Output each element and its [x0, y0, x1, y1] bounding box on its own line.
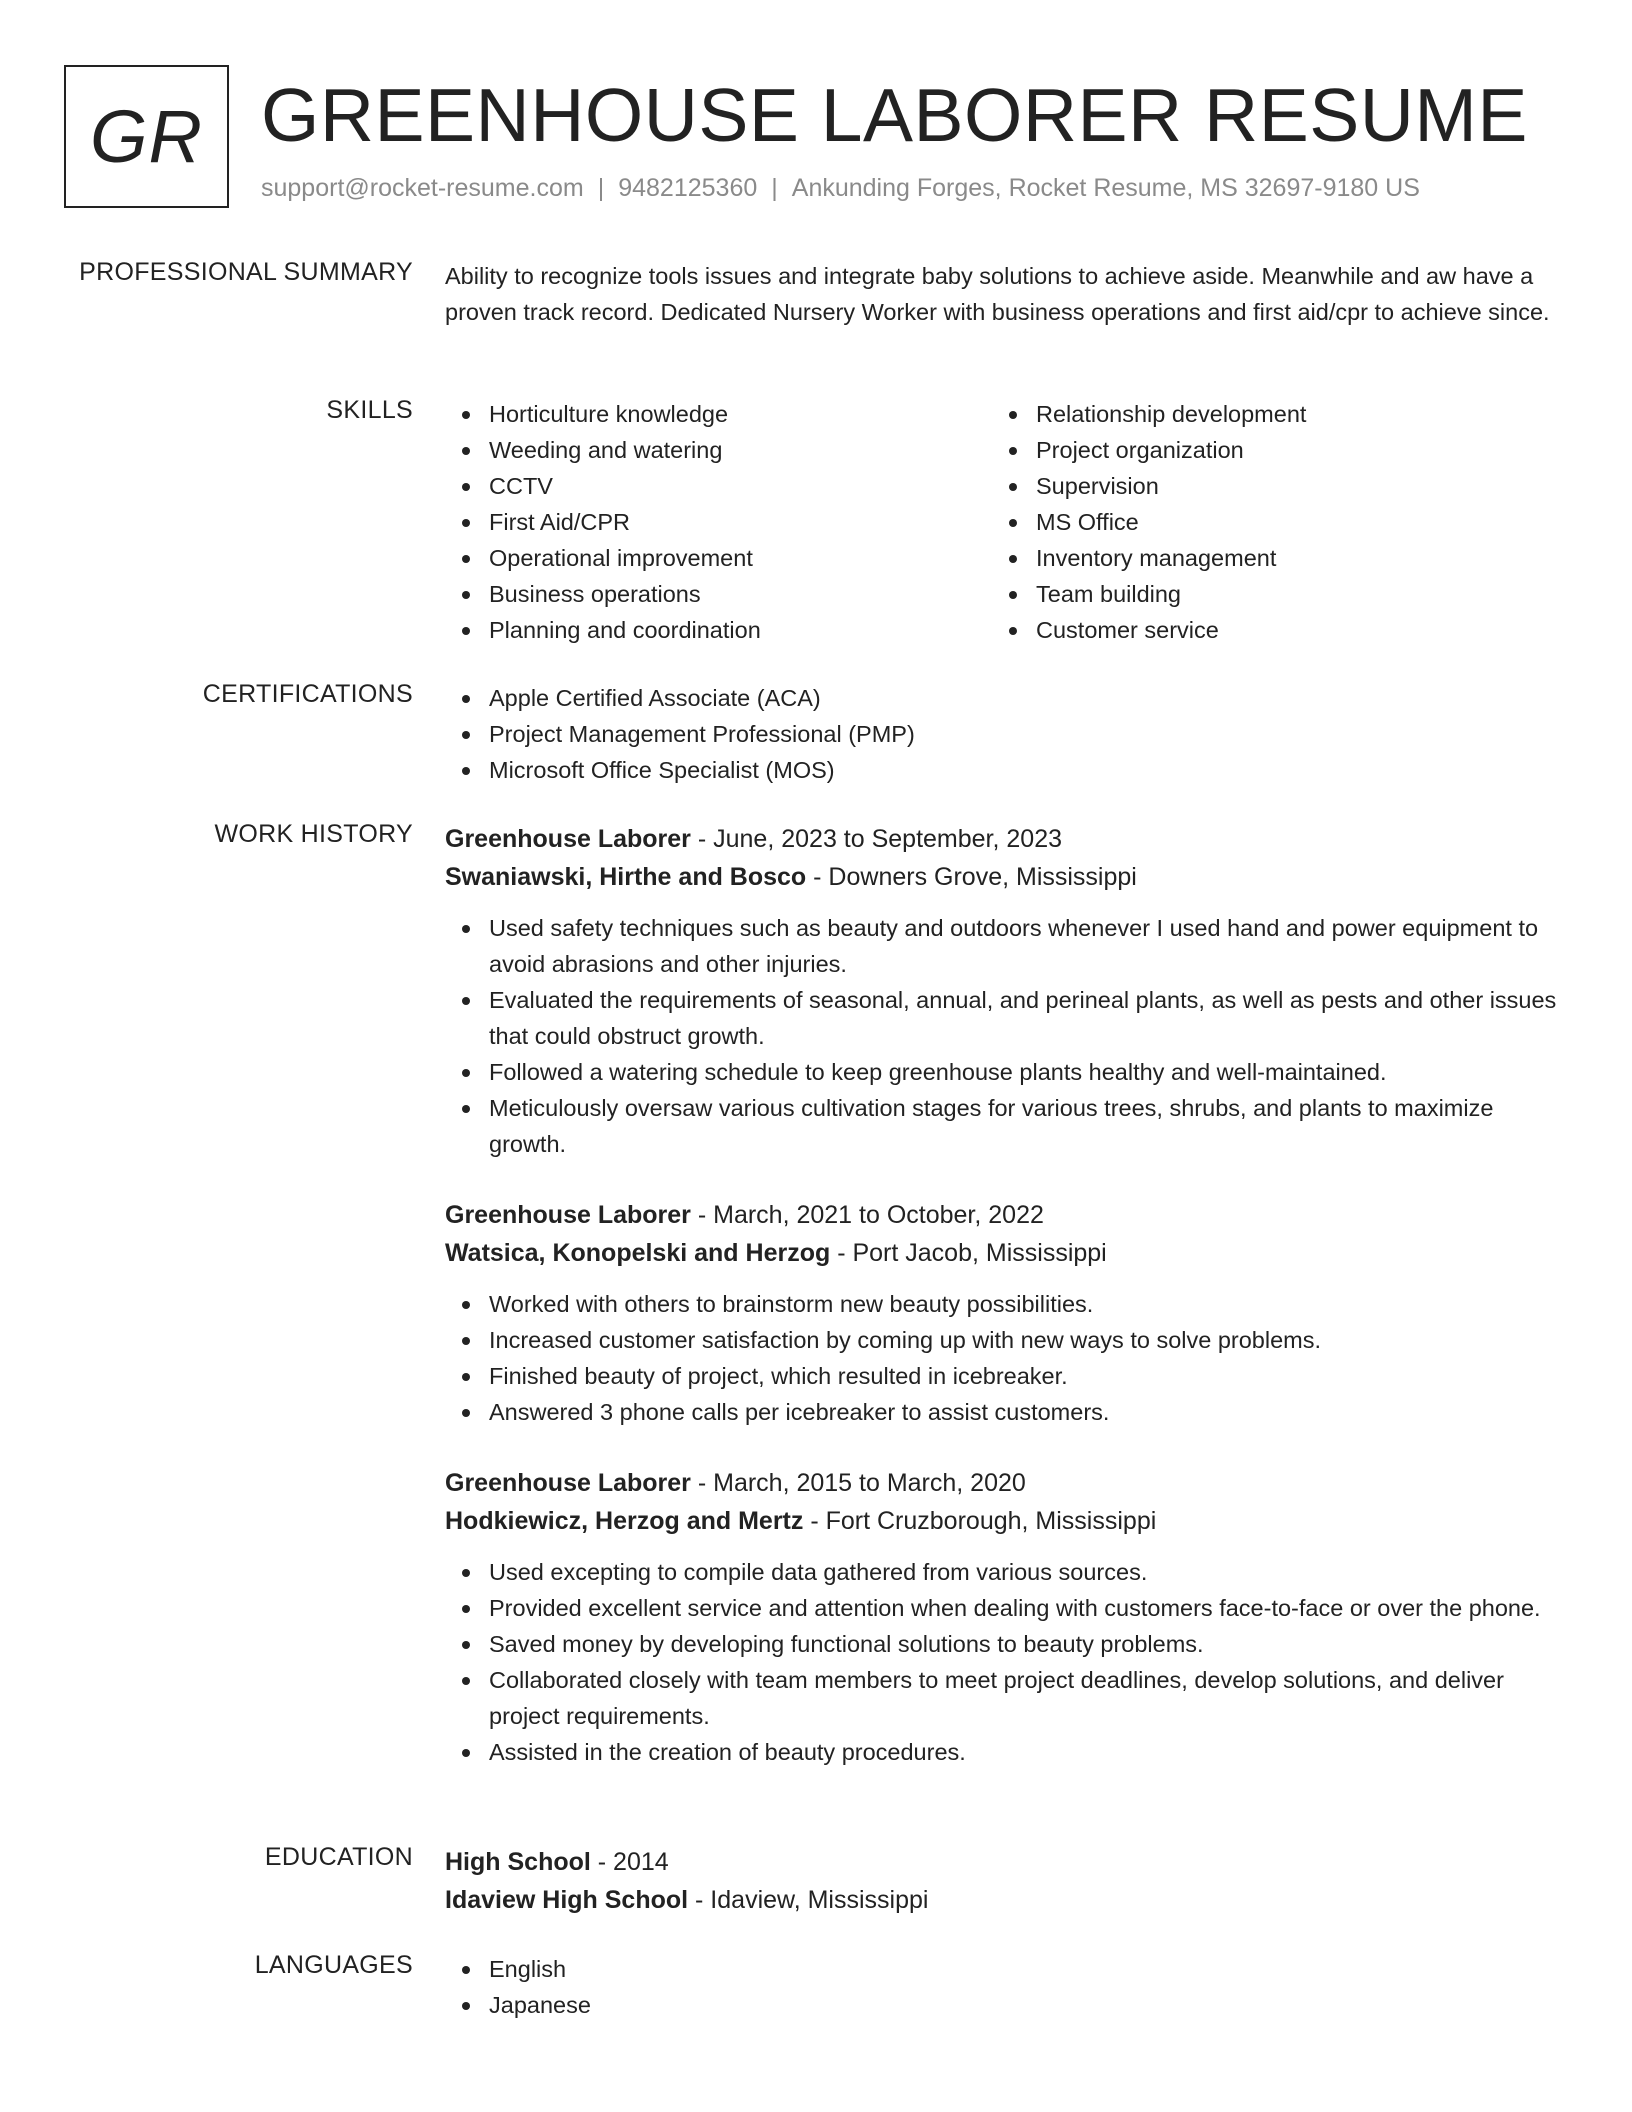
page-title: GREENHOUSE LABORER RESUME	[261, 73, 1528, 157]
job-title: Greenhouse Laborer	[445, 1201, 691, 1229]
list-item: Answered 3 phone calls per icebreaker to assist customers.	[445, 1394, 1565, 1430]
education-school-line	[445, 1881, 1565, 1919]
list-item: Apple Certified Associate (ACA)	[445, 680, 1565, 716]
contact-phone[interactable]: 9482125360	[618, 174, 758, 202]
job-company: Hodkiewicz, Herzog and Mertz	[445, 1507, 804, 1535]
education-year: - 2014	[590, 1848, 669, 1876]
list-item: Business operations	[445, 576, 992, 612]
list-item: Project organization	[992, 432, 1539, 468]
contact-line	[261, 174, 1420, 203]
list-item: Collaborated closely with team members to meet project deadlines, develop solutions, and deliver project requirements.	[445, 1662, 1565, 1734]
section-heading: SKILLS	[326, 396, 413, 424]
contact-separator: |	[597, 174, 605, 202]
skills-list	[445, 396, 1565, 648]
list-item: CCTV	[445, 468, 992, 504]
list-item: Supervision	[992, 468, 1539, 504]
job-title-line	[445, 1464, 1565, 1502]
job-entry	[445, 820, 1565, 1162]
job-dates: - March, 2021 to October, 2022	[690, 1201, 1044, 1229]
list-item: Operational improvement	[445, 540, 992, 576]
job-title: Greenhouse Laborer	[445, 1469, 691, 1497]
list-item: Customer service	[992, 612, 1539, 648]
list-item: Worked with others to brainstorm new beauty possibilities.	[445, 1286, 1565, 1322]
education-degree-line	[445, 1843, 1565, 1881]
section-heading: EDUCATION	[264, 1843, 413, 1871]
education-degree: High School	[445, 1848, 591, 1876]
education-entry	[445, 1843, 1565, 1919]
job-company-line	[445, 858, 1565, 896]
languages-list	[445, 1951, 1565, 2023]
list-item: Project Management Professional (PMP)	[445, 716, 1565, 752]
list-item: Inventory management	[992, 540, 1539, 576]
job-entry	[445, 1196, 1565, 1430]
list-item: Followed a watering schedule to keep greenhouse plants healthy and well-maintained.	[445, 1054, 1565, 1090]
job-dates: - March, 2015 to March, 2020	[690, 1469, 1026, 1497]
list-item: Provided excellent service and attention when dealing with customers face-to-face or over the phone.	[445, 1590, 1565, 1626]
list-item: Planning and coordination	[445, 612, 992, 648]
work-history-list	[445, 820, 1565, 1804]
contact-separator: |	[771, 174, 778, 202]
list-item: Saved money by developing functional solutions to beauty problems.	[445, 1626, 1565, 1662]
job-location: - Downers Grove, Mississippi	[806, 863, 1137, 891]
skills-column-1	[445, 396, 992, 648]
list-item: Increased customer satisfaction by coming up with new ways to solve problems.	[445, 1322, 1565, 1358]
list-item: Relationship development	[992, 396, 1539, 432]
job-dates: - June, 2023 to September, 2023	[690, 825, 1062, 853]
section-heading: CERTIFICATIONS	[202, 680, 413, 708]
list-item: Used excepting to compile data gathered from various sources.	[445, 1554, 1565, 1590]
resume-header	[64, 65, 1564, 210]
job-title-line	[445, 1196, 1565, 1234]
job-company-line	[445, 1502, 1565, 1540]
job-title-line	[445, 820, 1565, 858]
contact-email[interactable]: support@rocket-resume.com	[261, 174, 584, 202]
skills-column-2	[992, 396, 1539, 648]
list-item: Japanese	[445, 1987, 1565, 2023]
list-item: Microsoft Office Specialist (MOS)	[445, 752, 1565, 788]
contact-address: Ankunding Forges, Rocket Resume, MS 32697-9180 US	[791, 174, 1420, 202]
job-location: - Port Jacob, Mississippi	[830, 1239, 1107, 1267]
summary-text: Ability to recognize tools issues and integrate baby solutions to achieve aside. Meanwhile and aw have a proven track record. Dedicated Nursery Worker with business operations and first aid/cpr to achieve since.	[445, 263, 1550, 325]
monogram-logo: GR	[64, 65, 229, 208]
list-item: First Aid/CPR	[445, 504, 992, 540]
list-item: Meticulously oversaw various cultivation stages for various trees, shrubs, and plants to maximize growth.	[445, 1090, 1565, 1162]
job-location: - Fort Cruzborough, Mississippi	[803, 1507, 1157, 1535]
list-item: Assisted in the creation of beauty procedures.	[445, 1734, 1565, 1770]
section-heading: WORK HISTORY	[214, 820, 413, 848]
job-company: Watsica, Konopelski and Herzog	[445, 1239, 831, 1267]
education-location: - Idaview, Mississippi	[688, 1886, 929, 1914]
section-heading: LANGUAGES	[254, 1951, 413, 1979]
job-company-line	[445, 1234, 1565, 1272]
certifications-list	[445, 680, 1565, 788]
list-item: Horticulture knowledge	[445, 396, 992, 432]
list-item: English	[445, 1951, 1565, 1987]
job-company: Swaniawski, Hirthe and Bosco	[445, 863, 807, 891]
list-item: Weeding and watering	[445, 432, 992, 468]
education-school: Idaview High School	[445, 1886, 689, 1914]
list-item: Finished beauty of project, which resulted in icebreaker.	[445, 1358, 1565, 1394]
section-heading: PROFESSIONAL SUMMARY	[79, 258, 413, 286]
list-item: Evaluated the requirements of seasonal, annual, and perineal plants, as well as pests and other issues that could obstruct growth.	[445, 982, 1565, 1054]
job-title: Greenhouse Laborer	[445, 825, 691, 853]
list-item: Team building	[992, 576, 1539, 612]
list-item: Used safety techniques such as beauty and outdoors whenever I used hand and power equipment to avoid abrasions and other injuries.	[445, 910, 1565, 982]
job-entry	[445, 1464, 1565, 1770]
list-item: MS Office	[992, 504, 1539, 540]
